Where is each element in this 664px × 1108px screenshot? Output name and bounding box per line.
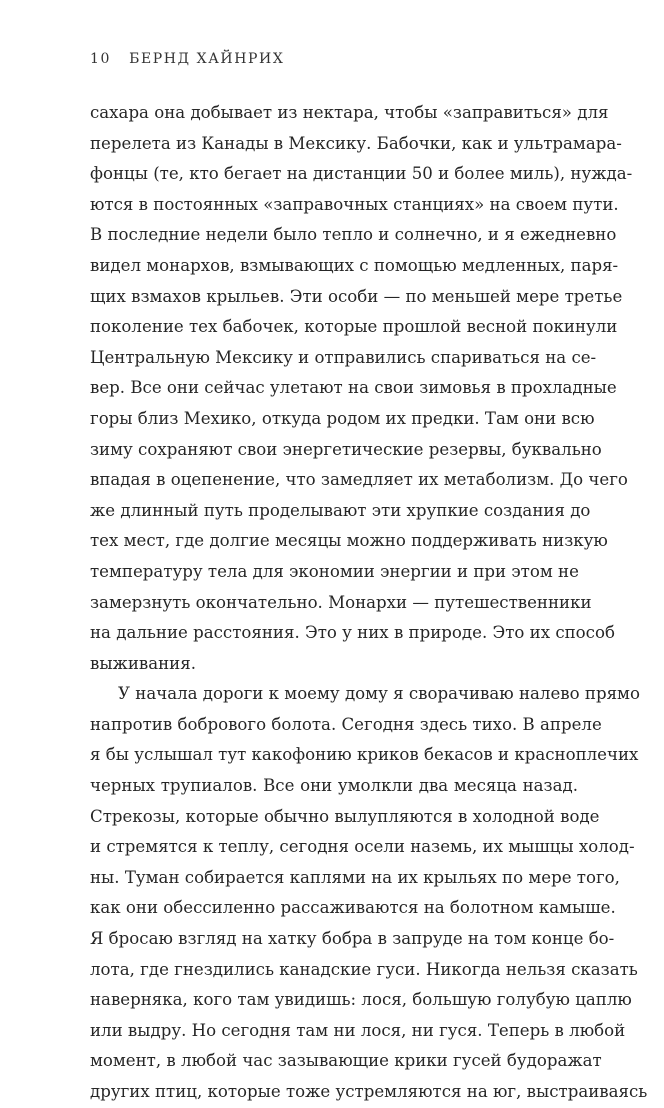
text-line: и стремятся к теплу, сегодня осели наземь, их мышцы холод- [90, 837, 635, 857]
text-line: лота, где гнездились канадские гуси. Никогда нельзя сказать [90, 959, 638, 979]
text-line: горы близ Мехико, откуда родом их предки. Там они всю [90, 408, 595, 428]
page-number: 10 [90, 51, 112, 67]
text-line: замерзнуть окончательно. Монархи — путешественники [90, 592, 592, 612]
text-line: выживания. [90, 653, 196, 673]
body-text [90, 98, 648, 1108]
text-line: напротив бобрового болота. Сегодня здесь тихо. В апреле [90, 714, 602, 734]
text-line: же длинный путь проделывают эти хрупкие создания до [90, 500, 591, 520]
text-line: перелета из Канады в Мексику. Бабочки, как и ультрамара- [90, 133, 622, 153]
text-line: как они обессиленно рассаживаются на болотном камыше. [90, 898, 616, 918]
running-head-author: БЕРНД ХАЙНРИХ [129, 51, 285, 67]
text-line: ются в постоянных «заправочных станциях» на своем пути. [90, 194, 619, 214]
text-line: наверняка, кого там увидишь: лося, большую голубую цаплю [90, 990, 632, 1010]
text-line: вер. Все они сейчас улетают на свои зимовья в прохладные [90, 378, 617, 398]
text-line: фонцы (те, кто бегает на дистанции 50 и более миль), нужда- [90, 164, 633, 184]
text-line: поколение тех бабочек, которые прошлой весной покинули [90, 317, 618, 337]
text-line: щих взмахов крыльев. Эти особи — по меньшей мере третье [90, 286, 623, 306]
text-line: видел монархов, взмывающих с помощью медленных, паря- [90, 255, 619, 275]
text-line: тех мест, где долгие месяцы можно поддерживать низкую [90, 531, 608, 551]
text-line: зиму сохраняют свои энергетические резервы, буквально [90, 439, 602, 459]
text-line: впадая в оцепенение, что замедляет их метаболизм. До чего [90, 470, 628, 490]
text-line: ны. Туман собирается каплями на их крыльях по мере того, [90, 867, 620, 887]
text-line: черных трупиалов. Все они умолкли два месяца назад. [90, 776, 578, 796]
paragraph [90, 679, 648, 1107]
text-line: Центральную Мексику и отправились спариваться на се- [90, 347, 597, 367]
text-line: или выдру. Но сегодня там ни лося, ни гуся. Теперь в любой [90, 1020, 626, 1040]
text-line: на дальние расстояния. Это у них в природе. Это их способ [90, 623, 615, 643]
text-line: момент, в любой час зазывающие крики гусей будоражат [90, 1051, 602, 1071]
text-line: сахара она добывает из нектара, чтобы «заправиться» для [90, 103, 609, 122]
text-line: Я бросаю взгляд на хатку бобра в запруде на том конце бо- [90, 929, 615, 949]
text-line: Стрекозы, которые обычно вылупляются в холодной воде [90, 806, 600, 826]
text-line: я бы услышал тут какофонию криков бекасов и красноплечих [90, 745, 639, 765]
text-line: других птиц, которые тоже устремляются на юг, выстраиваясь [90, 1082, 648, 1101]
paragraph [90, 98, 633, 679]
text-line: В последние недели было тепло и солнечно, и я ежедневно [90, 225, 617, 245]
text-line: У начала дороги к моему дому я сворачиваю налево прямо [118, 684, 640, 704]
running-head [90, 51, 284, 67]
text-line: температуру тела для экономии энергии и при этом не [90, 561, 579, 581]
